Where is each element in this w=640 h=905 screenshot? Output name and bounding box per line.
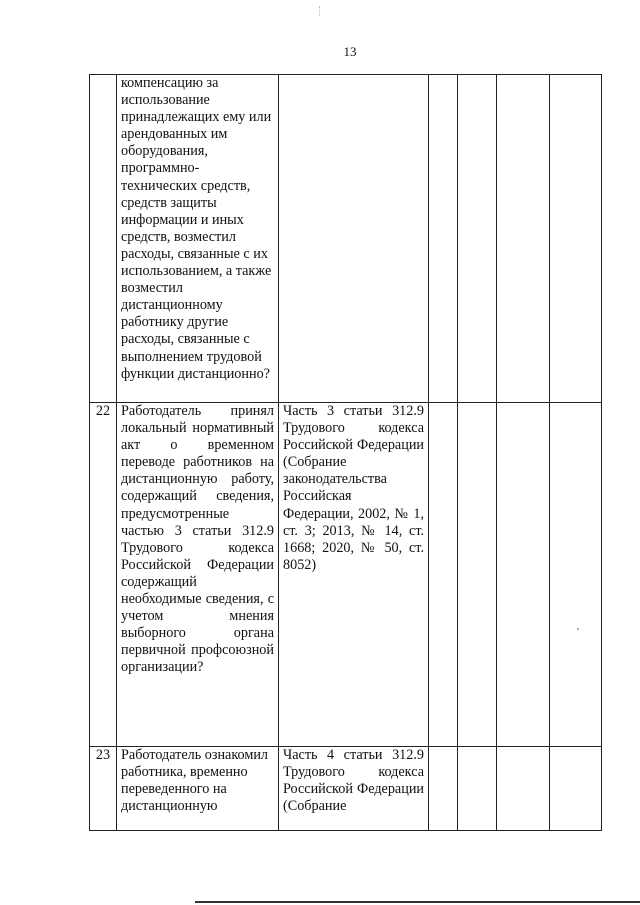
question-cell: компенсацию за использование принадлежащих ему или арендованных им оборудования, программно-технических средств, средств защиты информации и иных средств, возместил расходы, связанные с их использованием, а также возместил дистанционному работнику другие расходы, связанные с выполнением трудовой функции дистанционно?	[117, 75, 279, 403]
note-cell	[550, 75, 602, 403]
reference-cell	[279, 75, 429, 403]
answer-cell	[458, 75, 497, 403]
answer-cell	[429, 403, 458, 747]
question-cell: Работодатель ознакомил работника, временно переведенного на дистанционную	[117, 747, 279, 831]
page-number: 13	[343, 44, 357, 59]
row-number: 23	[90, 747, 117, 831]
reference-cell: Часть 3 статьи 312.9 Трудового кодекса Российской Федерации (Собрание законодательства Российская Федерации, 2002, № 1, ст. 3; 2013, № 14, ст. 1668; 2020, № 50, ст. 8052)	[279, 403, 429, 747]
answer-cell	[497, 747, 550, 831]
table-row	[90, 403, 602, 747]
answer-cell	[458, 403, 497, 747]
answer-cell	[458, 747, 497, 831]
row-number: 22	[90, 403, 117, 747]
reference-cell: Часть 4 статьи 312.9 Трудового кодекса Российской Федерации (Собрание	[279, 747, 429, 831]
note-cell	[550, 403, 602, 747]
answer-cell	[429, 75, 458, 403]
answer-cell	[429, 747, 458, 831]
scan-mark	[319, 6, 321, 16]
checklist-table	[89, 74, 602, 831]
answer-cell	[497, 75, 550, 403]
row-number	[90, 75, 117, 403]
table-row	[90, 75, 602, 403]
question-cell: Работодатель принял локальный нормативный акт о временном переводе работников на дистанционную работу, содержащий сведения, предусмотренные частью 3 статьи 312.9 Трудового кодекса Российской Федерации содержащий необходимые сведения, с учетом мнения выборного органа первичной профсоюзной организации?	[117, 403, 279, 747]
table-row	[90, 747, 602, 831]
bottom-rule	[195, 901, 640, 903]
answer-cell	[497, 403, 550, 747]
scan-dot	[577, 628, 579, 630]
note-cell	[550, 747, 602, 831]
